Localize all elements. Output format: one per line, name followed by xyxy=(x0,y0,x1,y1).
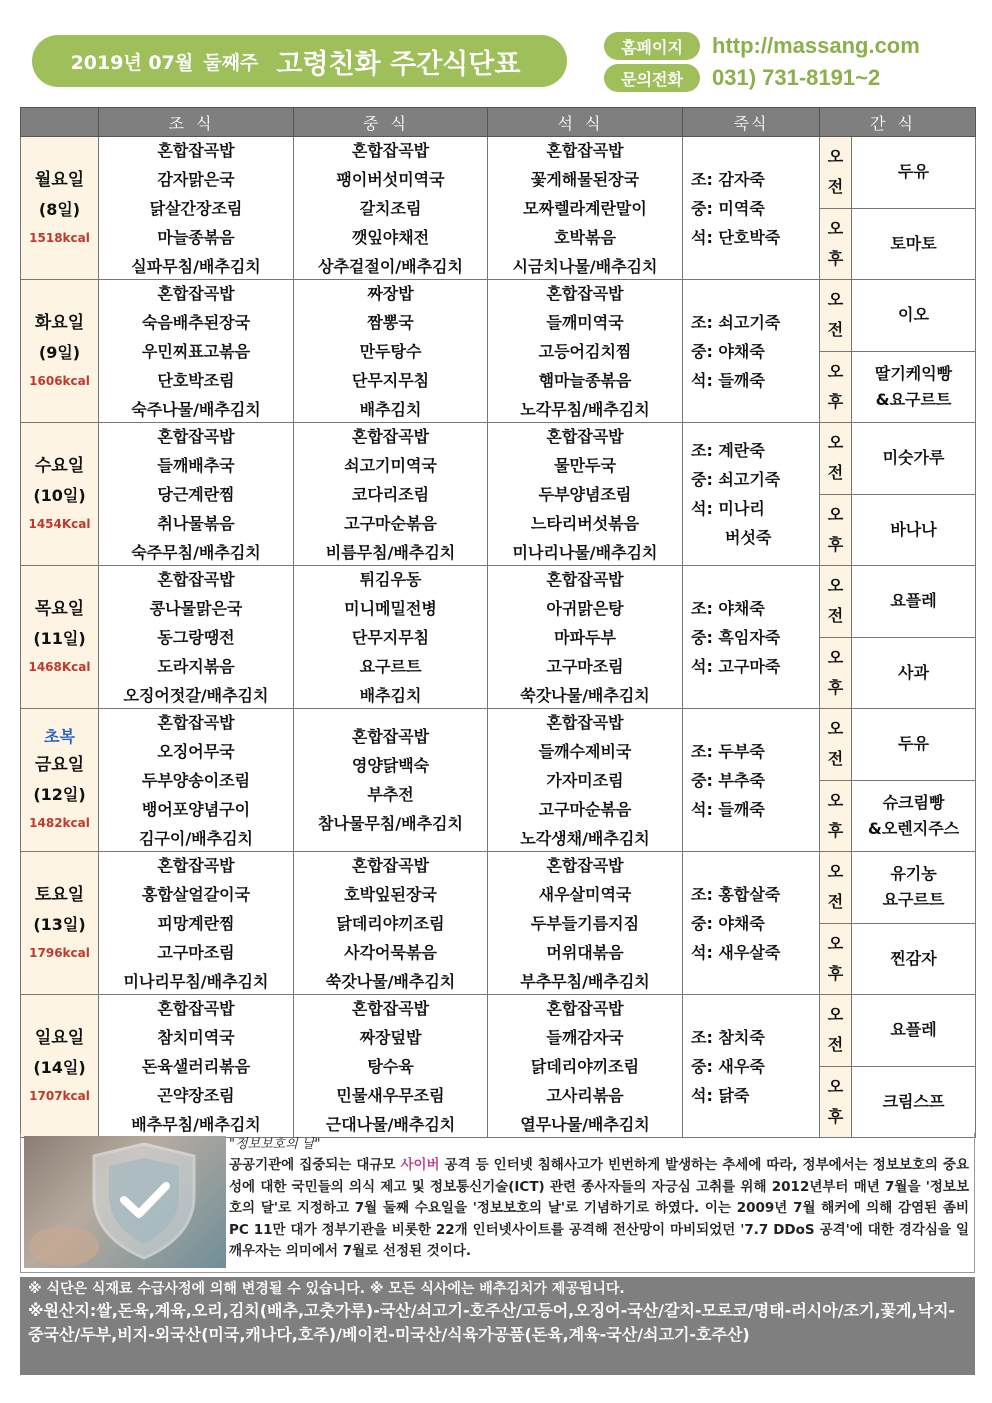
porridge-cell xyxy=(683,995,820,1138)
breakfast-cell xyxy=(99,137,294,280)
am-label-2: 전 xyxy=(827,892,844,912)
day-kcal: 1707kcal xyxy=(29,1089,90,1103)
breakfast-cell xyxy=(99,566,294,709)
day-cell xyxy=(21,852,99,995)
breakfast-dish: 피망계란찜 xyxy=(157,913,235,933)
porridge-item: 버섯죽 xyxy=(725,528,772,547)
footer-note: ※ 식단은 식재료 수급사정에 의해 변경될 수 있습니다. ※ 모든 식사에는 배추김치가 제공됩니다. xyxy=(28,1281,625,1297)
day-row xyxy=(21,852,976,924)
porridge-cell xyxy=(683,137,820,280)
snack-pm-item: 토마토 xyxy=(890,233,937,253)
lunch-dish: 깻잎야채전 xyxy=(351,227,430,247)
breakfast-dish: 혼합잡곡밥 xyxy=(157,712,235,732)
info-box xyxy=(20,1133,975,1273)
dinner-dish: 고구마순볶음 xyxy=(538,799,632,819)
breakfast-dish: 감자맑은국 xyxy=(157,169,235,189)
day-kcal: 1796kcal xyxy=(29,946,90,960)
porridge-item: 중: 흑임자죽 xyxy=(691,627,781,647)
day-date: (14일) xyxy=(33,1058,86,1077)
porridge-item: 석: 들깨죽 xyxy=(691,799,765,819)
breakfast-dish: 취나물볶음 xyxy=(157,513,235,533)
lunch-dish: 혼합잡곡밥 xyxy=(351,855,430,875)
breakfast-dish: 배추무침/배추김치 xyxy=(131,1114,261,1134)
dinner-cell xyxy=(488,423,683,566)
am-label xyxy=(820,709,852,781)
dinner-cell xyxy=(488,137,683,280)
dinner-cell xyxy=(488,852,683,995)
day-row xyxy=(21,423,976,495)
breakfast-dish: 당근계란찜 xyxy=(157,484,235,504)
pm-label-1: 오 xyxy=(827,504,844,524)
pm-label-1: 오 xyxy=(827,647,844,667)
dinner-dish: 시금치나물/배추김치 xyxy=(512,256,658,276)
dinner-dish: 쑥갓나물/배추김치 xyxy=(520,685,650,705)
day-kcal: 1468Kcal xyxy=(28,660,91,674)
breakfast-dish: 오징어젓갈/배추김치 xyxy=(123,685,269,705)
day-cell xyxy=(21,280,99,423)
dinner-dish: 햄마늘종볶음 xyxy=(538,370,632,390)
am-label-1: 오 xyxy=(827,433,844,453)
snack-pm xyxy=(852,780,976,852)
day-kcal: 1518kcal xyxy=(29,231,90,245)
lunch-cell xyxy=(294,423,488,566)
dinner-cell xyxy=(488,566,683,709)
porridge-item: 석: 고구마죽 xyxy=(691,656,781,676)
lunch-dish: 코다리조림 xyxy=(351,484,430,504)
lunch-dish: 호박잎된장국 xyxy=(344,884,437,904)
lunch-dish: 쑥갓나물/배추김치 xyxy=(325,971,456,991)
dinner-cell xyxy=(488,709,683,852)
dinner-dish: 혼합잡곡밥 xyxy=(546,426,624,446)
dinner-dish: 마파두부 xyxy=(554,627,616,647)
am-label-1: 오 xyxy=(827,862,844,882)
lunch-dish: 비름무침/배추김치 xyxy=(325,542,456,562)
snack-am xyxy=(852,995,976,1067)
snack-pm-item: 사과 xyxy=(898,662,929,682)
snack-am xyxy=(852,709,976,781)
day-row xyxy=(21,566,976,638)
breakfast-dish: 혼합잡곡밥 xyxy=(157,998,235,1018)
dinner-dish: 머위대볶음 xyxy=(546,942,624,962)
dinner-cell xyxy=(488,280,683,423)
pm-label xyxy=(820,494,852,566)
snack-pm xyxy=(852,1066,976,1138)
lunch-dish: 민물새우무조림 xyxy=(336,1085,445,1105)
snack-am-item: 이오 xyxy=(898,305,929,325)
lunch-dish: 배추김치 xyxy=(359,399,422,419)
day-row xyxy=(21,280,976,352)
day-name: 화요일 xyxy=(34,313,85,333)
snack-pm-item: &오렌지주스 xyxy=(867,818,960,838)
lunch-dish: 혼합잡곡밥 xyxy=(351,998,430,1018)
phone-row xyxy=(604,63,984,93)
breakfast-dish: 김구이/배추김치 xyxy=(138,828,254,848)
am-label-2: 전 xyxy=(827,606,844,626)
pm-label xyxy=(820,1066,852,1138)
porridge-item: 중: 새우죽 xyxy=(691,1056,765,1076)
dinner-dish: 두부양념조림 xyxy=(538,484,632,504)
am-label xyxy=(820,423,852,495)
day-name: 금요일 xyxy=(34,755,85,775)
porridge-item: 석: 들깨죽 xyxy=(691,370,765,390)
breakfast-dish: 콩나물맑은국 xyxy=(149,598,243,618)
porridge-item: 조: 두부죽 xyxy=(691,741,765,761)
title-banner xyxy=(32,35,567,87)
pm-label-2: 후 xyxy=(827,677,844,697)
day-name: 목요일 xyxy=(34,599,85,619)
day-cell xyxy=(21,709,99,852)
porridge-cell xyxy=(683,423,820,566)
breakfast-dish: 돈육샐러리볶음 xyxy=(141,1056,251,1076)
snack-pm xyxy=(852,923,976,995)
dinner-dish: 혼합잡곡밥 xyxy=(546,140,624,160)
day-cell xyxy=(21,995,99,1138)
lunch-dish: 혼합잡곡밥 xyxy=(351,140,430,160)
dinner-dish: 고사리볶음 xyxy=(546,1085,624,1105)
lunch-dish: 요구르트 xyxy=(359,656,422,676)
pm-label-2: 후 xyxy=(827,248,844,268)
pm-label xyxy=(820,780,852,852)
porridge-item: 중: 쇠고기죽 xyxy=(691,470,781,489)
snack-pm xyxy=(852,351,976,423)
header-snack: 간식 xyxy=(820,108,976,137)
snack-am xyxy=(852,852,976,924)
snack-pm xyxy=(852,637,976,709)
title-year-month: 2019년 07월 xyxy=(70,51,194,74)
porridge-item: 석: 단호박죽 xyxy=(691,227,781,247)
breakfast-dish: 혼합잡곡밥 xyxy=(157,140,235,160)
pm-label-2: 후 xyxy=(827,1106,844,1126)
snack-am-item: 유기농 xyxy=(890,864,937,884)
lunch-dish: 쇠고기미역국 xyxy=(344,455,437,475)
pm-label-1: 오 xyxy=(827,218,844,238)
info-text-a: 공공기관에 집중되는 대규모 xyxy=(229,1157,401,1173)
porridge-item: 조: 계란죽 xyxy=(691,441,765,460)
dinner-dish: 미나리나물/배추김치 xyxy=(512,542,658,562)
breakfast-cell xyxy=(99,280,294,423)
lunch-dish: 혼합잡곡밥 xyxy=(351,727,430,746)
snack-am-item: 요플레 xyxy=(890,591,937,611)
breakfast-dish: 실파무침/배추김치 xyxy=(131,256,261,276)
lunch-dish: 사각어묵볶음 xyxy=(344,942,437,962)
dinner-dish: 모짜렐라계란말이 xyxy=(523,198,647,218)
lunch-cell xyxy=(294,137,488,280)
am-label xyxy=(820,137,852,209)
dinner-dish: 열무나물/배추김치 xyxy=(520,1114,650,1134)
day-kcal: 1606kcal xyxy=(29,374,90,388)
breakfast-dish: 홍합살얼갈이국 xyxy=(141,884,251,904)
am-label-2: 전 xyxy=(827,1035,844,1055)
lunch-dish: 팽이버섯미역국 xyxy=(336,169,445,189)
dinner-dish: 노각생채/배추김치 xyxy=(520,828,650,848)
breakfast-dish: 혼합잡곡밥 xyxy=(157,855,235,875)
snack-pm-item: 바나나 xyxy=(890,519,937,539)
breakfast-dish: 숙주나물/배추김치 xyxy=(131,399,261,419)
day-cell xyxy=(21,137,99,280)
menu-body xyxy=(21,137,976,1138)
pm-label-1: 오 xyxy=(827,361,844,381)
breakfast-dish: 혼합잡곡밥 xyxy=(157,569,235,589)
snack-am-item: 미숫가루 xyxy=(882,448,945,468)
lunch-cell xyxy=(294,566,488,709)
breakfast-cell xyxy=(99,995,294,1138)
dinner-dish: 부추무침/배추김치 xyxy=(520,971,650,991)
info-text xyxy=(229,1155,969,1263)
dinner-dish: 들깨수제비국 xyxy=(538,741,632,761)
day-name: 수요일 xyxy=(34,456,85,476)
pm-label xyxy=(820,351,852,423)
lunch-dish: 짬뽕국 xyxy=(367,312,414,332)
snack-am xyxy=(852,423,976,495)
lunch-dish: 참나물무침/배추김치 xyxy=(318,814,463,833)
am-label-1: 오 xyxy=(827,290,844,310)
breakfast-dish: 참치미역국 xyxy=(157,1027,235,1047)
porridge-cell xyxy=(683,280,820,423)
dinner-dish: 들깨미역국 xyxy=(546,312,624,332)
breakfast-dish: 고구마조림 xyxy=(157,942,235,962)
lunch-dish: 영양닭백숙 xyxy=(351,756,430,775)
breakfast-dish: 미나리무침/배추김치 xyxy=(123,971,269,991)
snack-am xyxy=(852,566,976,638)
pm-label-1: 오 xyxy=(827,1076,844,1096)
day-date: (11일) xyxy=(33,629,86,648)
am-label xyxy=(820,280,852,352)
breakfast-cell xyxy=(99,423,294,566)
breakfast-dish: 들깨배추국 xyxy=(157,455,235,475)
day-row xyxy=(21,137,976,209)
am-label xyxy=(820,995,852,1067)
dinner-dish: 들깨감자국 xyxy=(546,1027,624,1047)
snack-pm-item: 딸기케익빵 xyxy=(874,363,953,383)
day-name: 일요일 xyxy=(34,1028,85,1048)
phone-label: 문의전화 xyxy=(604,64,700,92)
dinner-dish: 물만두국 xyxy=(554,455,616,475)
day-kcal: 1454Kcal xyxy=(28,517,91,531)
lunch-dish: 닭데리야끼조림 xyxy=(336,913,445,933)
porridge-cell xyxy=(683,852,820,995)
am-label-1: 오 xyxy=(827,576,844,596)
dinner-dish: 혼합잡곡밥 xyxy=(546,712,624,732)
porridge-item: 석: 미나리 xyxy=(691,499,765,518)
day-cell xyxy=(21,423,99,566)
dinner-dish: 새우살미역국 xyxy=(538,884,632,904)
porridge-item: 석: 닭죽 xyxy=(691,1085,750,1105)
snack-am-item: 두유 xyxy=(898,734,929,754)
snack-pm-item: 크림스프 xyxy=(882,1091,945,1111)
dinner-dish: 노각무침/배추김치 xyxy=(520,399,650,419)
dinner-dish: 혼합잡곡밥 xyxy=(546,998,624,1018)
lunch-dish: 부추전 xyxy=(367,785,414,804)
dinner-dish: 고구마조림 xyxy=(546,656,624,676)
am-label-2: 전 xyxy=(827,320,844,340)
porridge-cell xyxy=(683,709,820,852)
title-week: 둘째주 xyxy=(203,51,259,74)
breakfast-dish: 혼합잡곡밥 xyxy=(157,283,235,303)
breakfast-dish: 마늘종볶음 xyxy=(157,227,235,247)
lunch-dish: 단무지무침 xyxy=(351,627,430,647)
pm-label-1: 오 xyxy=(827,790,844,810)
day-name: 토요일 xyxy=(34,885,85,905)
breakfast-dish: 닭살간장조림 xyxy=(149,198,243,218)
breakfast-dish: 동그랑땡전 xyxy=(157,627,235,647)
lunch-cell xyxy=(294,995,488,1138)
am-label-1: 오 xyxy=(827,147,844,167)
info-text-highlight: 사이버 xyxy=(400,1157,440,1173)
snack-am-item: 두유 xyxy=(898,162,929,182)
dinner-dish: 꽃게해물된장국 xyxy=(530,169,640,189)
info-text-b: 공격 등 인터넷 침해사고가 빈번하게 발생하는 추세에 따라, 정부에서는 정보보호의 중요성에 대한 국민들의 의식 제고 및 정보통신기술(ICT) 관련 종사자들의 자긍심 고취를 위해 2012년부터 매년 7월을 '정보보호의 달'로 지정하고 7월 둘째 수요일을 '정보보호의 날'로 기념하기로 하였다. 이는 2009년 7월 해커에 의해 감염된 좀비PC 11만 대가 정부기관을 비롯한 22개 인터넷사이트를 공격해 전산망이 마비되었던 '7.7 DDoS 공격'에 대한 경각심을 일깨우자는 의미에서 7월로 선정된 것이다. xyxy=(229,1157,969,1259)
breakfast-cell xyxy=(99,852,294,995)
porridge-item: 석: 새우살죽 xyxy=(691,942,781,962)
snack-am xyxy=(852,137,976,209)
phone-number: 031) 731-8191~2 xyxy=(712,65,881,90)
porridge-item: 조: 쇠고기죽 xyxy=(691,312,781,332)
am-label xyxy=(820,852,852,924)
dinner-dish: 혼합잡곡밥 xyxy=(546,855,624,875)
lunch-dish: 만두탕수 xyxy=(359,341,422,361)
header-lunch: 중식 xyxy=(294,108,488,137)
porridge-item: 중: 야채죽 xyxy=(691,913,765,933)
day-date: (13일) xyxy=(33,915,86,934)
lunch-dish: 짜장덮밥 xyxy=(359,1027,422,1047)
header-row xyxy=(21,108,976,137)
dinner-dish: 닭데리야끼조림 xyxy=(530,1056,640,1076)
dinner-dish: 두부들기름지짐 xyxy=(530,913,640,933)
dinner-dish: 느타리버섯볶음 xyxy=(530,513,640,533)
header-breakfast: 조식 xyxy=(99,108,294,137)
porridge-item: 조: 감자죽 xyxy=(691,169,765,189)
menu-table xyxy=(20,107,976,1138)
lunch-dish: 상추겉절이/배추김치 xyxy=(318,256,463,276)
pm-label xyxy=(820,637,852,709)
snack-am-item: 요구르트 xyxy=(882,890,945,910)
dinner-cell xyxy=(488,995,683,1138)
breakfast-dish: 두부양송이조림 xyxy=(141,770,251,790)
pm-label-2: 후 xyxy=(827,963,844,983)
day-kcal: 1482kcal xyxy=(29,816,90,830)
am-label xyxy=(820,566,852,638)
porridge-item: 중: 부추죽 xyxy=(691,770,765,790)
am-label-1: 오 xyxy=(827,719,844,739)
dinner-dish: 혼합잡곡밥 xyxy=(546,283,624,303)
am-label-2: 전 xyxy=(827,177,844,197)
dinner-dish: 호박볶음 xyxy=(554,227,616,247)
am-label-2: 전 xyxy=(827,463,844,483)
breakfast-dish: 단호박조림 xyxy=(157,370,235,390)
pm-label-1: 오 xyxy=(827,933,844,953)
dinner-dish: 가자미조림 xyxy=(546,770,624,790)
day-row xyxy=(21,995,976,1067)
header-blank xyxy=(21,108,99,137)
footer-origin: ※원산지:쌀,돈육,계육,오리,김치(배추,고춧가루)-국산/쇠고기-호주산/고등어,오징어-국산/갈치-모로코/명태-러시아/조기,꽃게,낙지-중국산/두부,비지-외국산(미국,캐나다,호주)/베이컨-미국산/식육가공품(돈육,계육-국산/쇠고기-호주산) xyxy=(28,1301,956,1344)
am-label-2: 전 xyxy=(827,749,844,769)
header-porridge: 죽식 xyxy=(683,108,820,137)
lunch-dish: 단무지무침 xyxy=(351,370,430,390)
lunch-dish: 배추김치 xyxy=(359,685,422,705)
pm-label-2: 후 xyxy=(827,820,844,840)
breakfast-dish: 혼합잡곡밥 xyxy=(157,426,235,446)
breakfast-dish: 곤약장조림 xyxy=(157,1085,235,1105)
lunch-dish: 혼합잡곡밥 xyxy=(351,426,430,446)
pm-label-2: 후 xyxy=(827,391,844,411)
page-title: 고령친화 주간식단표 xyxy=(276,48,521,80)
snack-pm xyxy=(852,208,976,280)
pm-label xyxy=(820,208,852,280)
info-title: "정보보호의 날" xyxy=(229,1137,321,1152)
homepage-label: 홈페이지 xyxy=(604,32,700,60)
homepage-row xyxy=(604,31,984,61)
breakfast-dish: 숙주무침/배추김치 xyxy=(131,542,261,562)
snack-am xyxy=(852,280,976,352)
lunch-dish: 미니메밀전병 xyxy=(344,598,437,618)
lunch-cell xyxy=(294,852,488,995)
footer xyxy=(20,1277,975,1375)
snack-pm-item: 슈크림빵 xyxy=(882,792,945,812)
day-date: (10일) xyxy=(33,486,86,505)
dinner-dish: 아귀맑은탕 xyxy=(546,598,624,618)
breakfast-dish: 숙음배추된장국 xyxy=(141,312,251,332)
lunch-dish: 갈치조림 xyxy=(359,198,422,218)
porridge-cell xyxy=(683,566,820,709)
special-day-tag: 초복 xyxy=(44,727,75,746)
porridge-item: 조: 야채죽 xyxy=(691,598,765,618)
header-dinner: 석식 xyxy=(488,108,683,137)
security-shield-image xyxy=(24,1136,226,1268)
pm-label-2: 후 xyxy=(827,534,844,554)
snack-pm-item: &요구르트 xyxy=(875,389,952,409)
porridge-item: 조: 홍합살죽 xyxy=(691,884,781,904)
day-date: (12일) xyxy=(33,785,86,804)
lunch-dish: 짜장밥 xyxy=(367,283,414,303)
breakfast-cell xyxy=(99,709,294,852)
lunch-cell xyxy=(294,709,488,852)
lunch-dish: 탕수육 xyxy=(367,1056,414,1076)
snack-pm xyxy=(852,494,976,566)
lunch-dish: 튀김우동 xyxy=(359,569,422,589)
breakfast-dish: 도라지볶음 xyxy=(157,656,235,676)
breakfast-dish: 뱅어포양념구이 xyxy=(141,799,251,819)
day-name: 월요일 xyxy=(34,170,85,190)
day-cell xyxy=(21,566,99,709)
lunch-dish: 근대나물/배추김치 xyxy=(325,1114,456,1134)
porridge-item: 조: 참치죽 xyxy=(691,1027,765,1047)
porridge-item: 중: 야채죽 xyxy=(691,341,765,361)
dinner-dish: 고등어김치찜 xyxy=(538,341,632,361)
pm-label xyxy=(820,923,852,995)
am-label-1: 오 xyxy=(827,1005,844,1025)
snack-am-item: 요플레 xyxy=(890,1020,937,1040)
snack-pm-item: 찐감자 xyxy=(890,948,937,968)
day-date: (9일) xyxy=(38,343,81,362)
breakfast-dish: 우민찌표고볶음 xyxy=(141,341,251,361)
porridge-item: 중: 미역죽 xyxy=(691,198,765,218)
dinner-dish: 혼합잡곡밥 xyxy=(546,569,624,589)
day-date: (8일) xyxy=(38,200,81,219)
lunch-cell xyxy=(294,280,488,423)
breakfast-dish: 오징어무국 xyxy=(157,741,235,761)
lunch-dish: 고구마순볶음 xyxy=(344,513,437,533)
day-row xyxy=(21,709,976,781)
homepage-link[interactable]: http://massang.com xyxy=(712,33,920,58)
